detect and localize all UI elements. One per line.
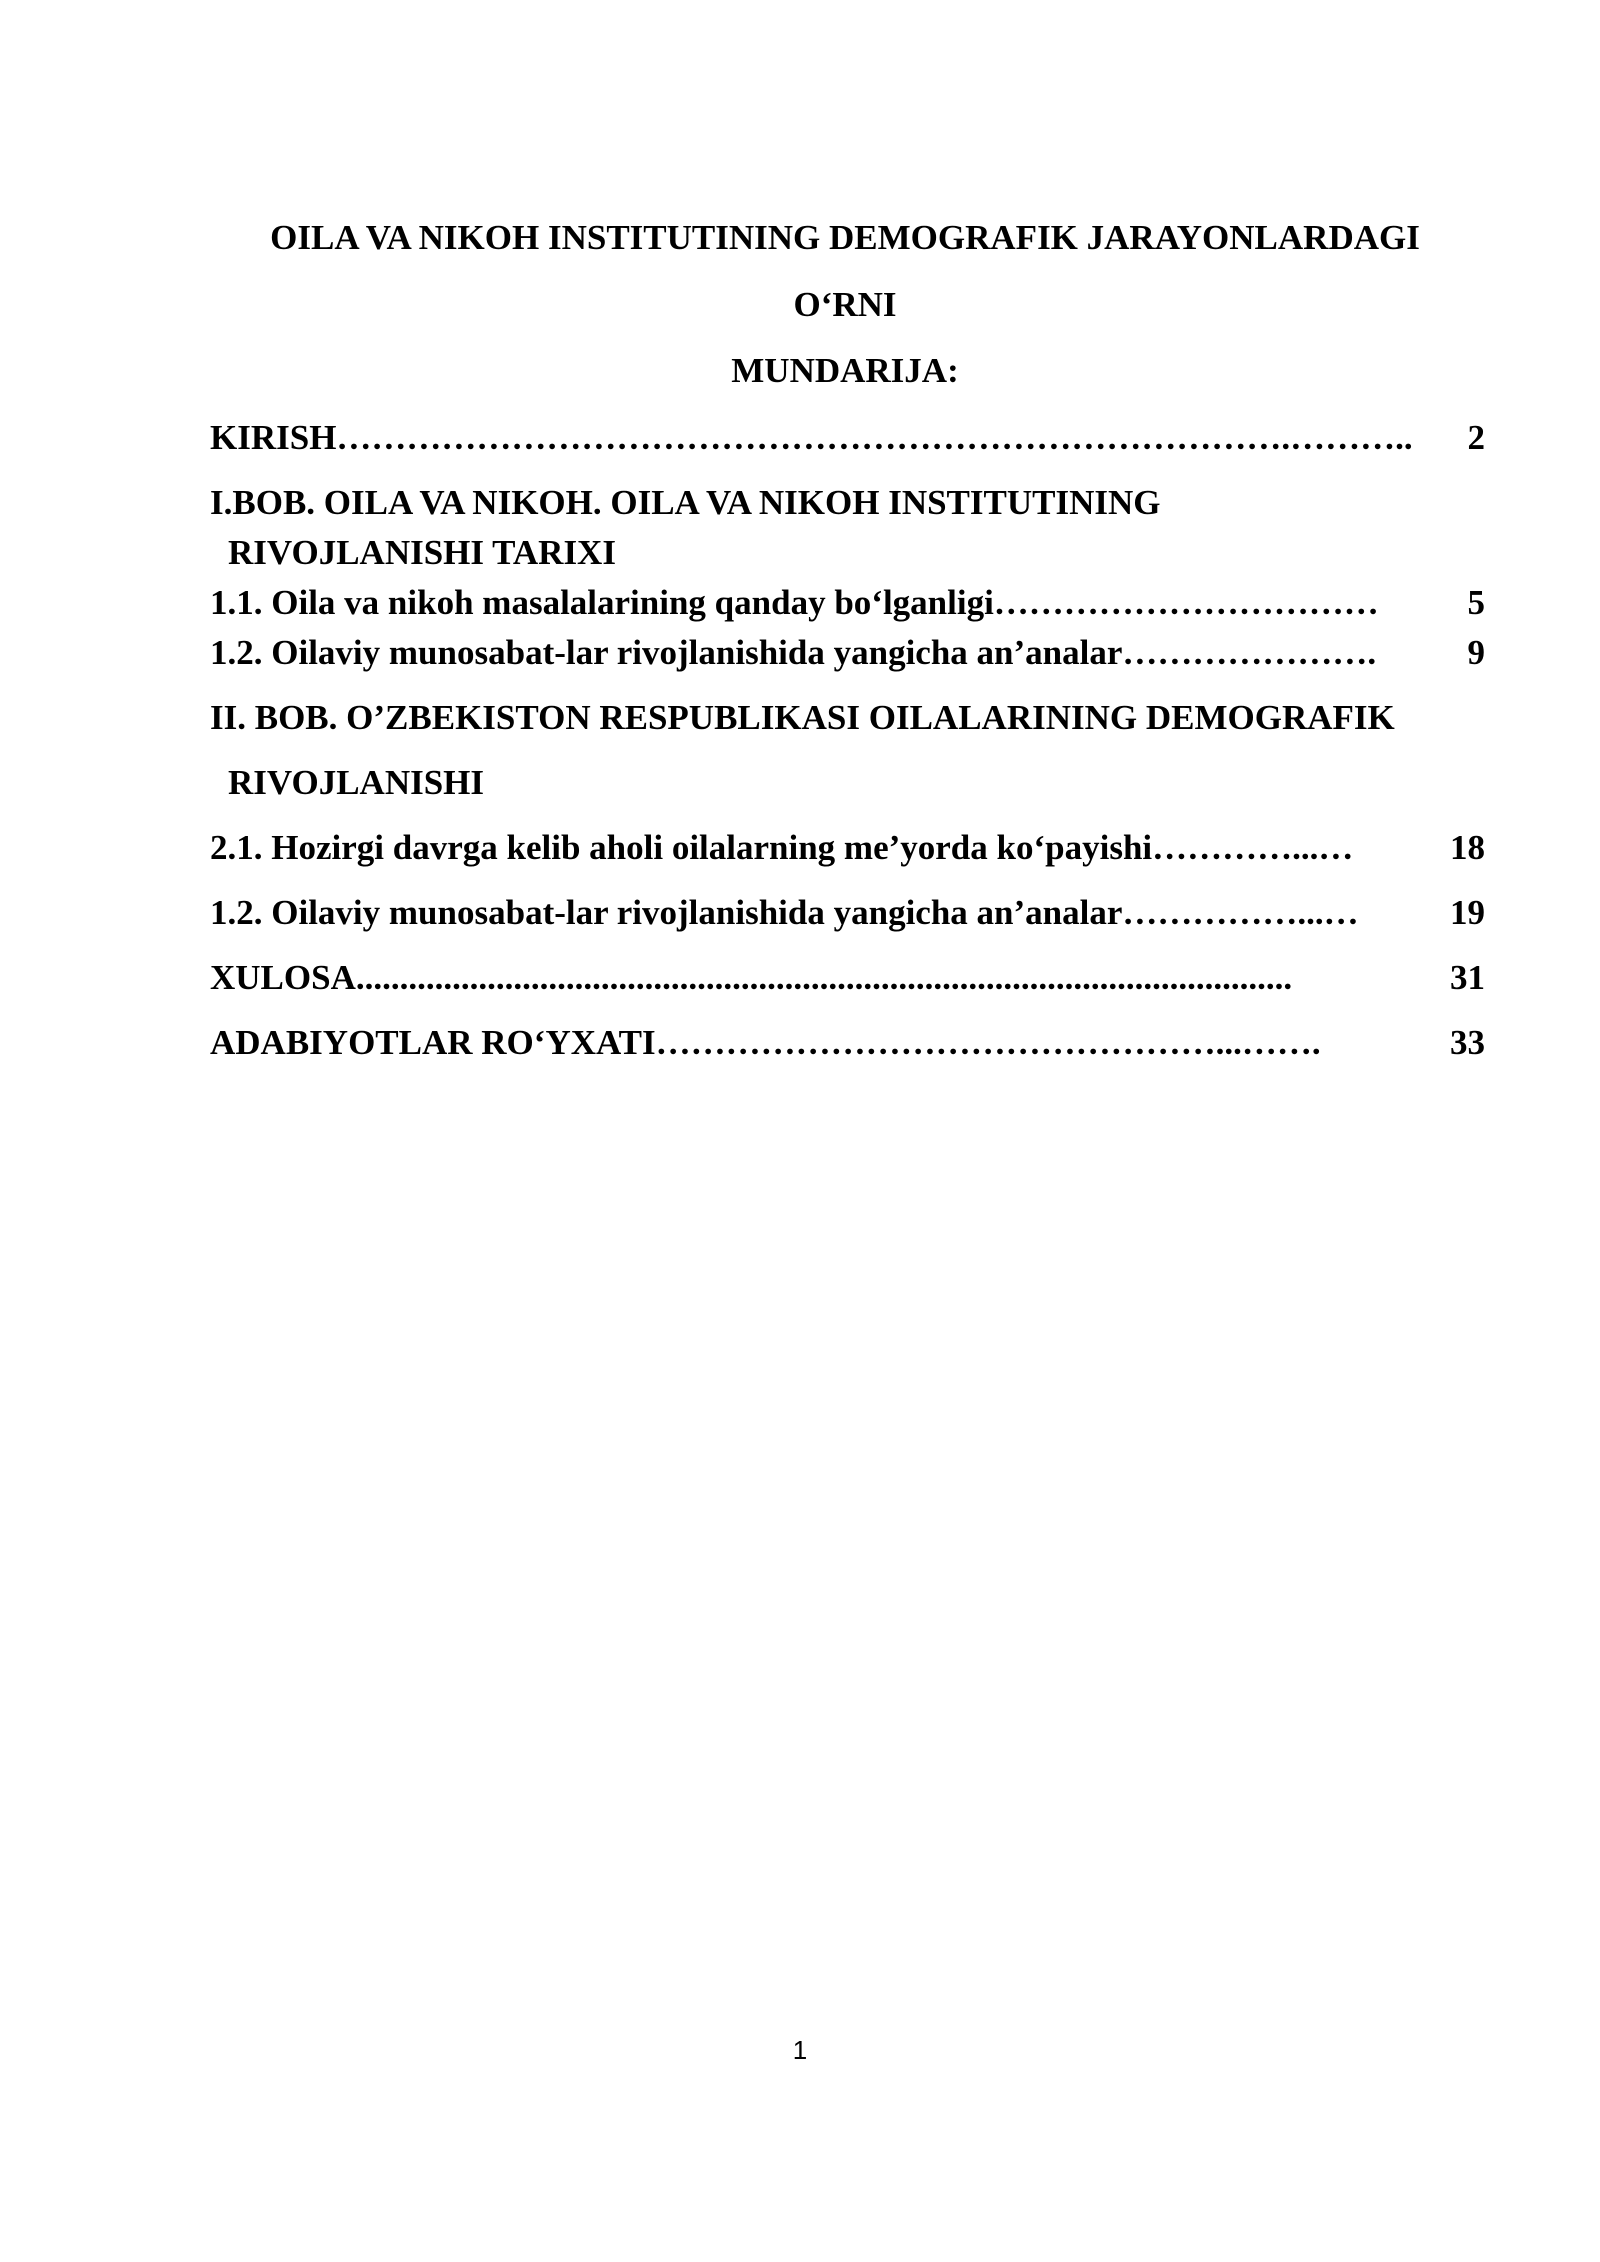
contents-heading: MUNDARIJA: <box>731 351 959 390</box>
toc-entry-1-2 <box>210 633 1485 673</box>
toc-entry-1-1 <box>210 583 1485 623</box>
toc-entry-page: 9 <box>1467 633 1485 672</box>
toc-entry-text: 1.1. Oila va nikoh masalalarining qanday bo‘lganligi…………………………… <box>210 583 1379 622</box>
toc-chapter-2-heading: II. BOB. O’ZBEKISTON RESPUBLIKASI OILALARINING DEMOGRAFIK <box>210 698 1395 737</box>
toc-entry-page: 5 <box>1467 583 1485 622</box>
toc-entry-text: 1.2. Oilaviy munosabat-lar rivojlanishida yangicha an’analar…………………. <box>210 633 1377 672</box>
toc-entry-2-2 <box>210 893 1485 933</box>
document-title-line-2: O‘RNI <box>793 285 897 324</box>
toc-entry-xulosa <box>210 958 1485 998</box>
toc-entry-page: 31 <box>1450 958 1485 997</box>
toc-entry-page: 18 <box>1450 828 1485 867</box>
toc-chapter-1-heading-continued: RIVOJLANISHI TARIXI <box>228 533 616 572</box>
toc-entry-text: KIRISH……………………………………………………………………….……….. <box>210 418 1413 457</box>
toc-entry-page: 33 <box>1450 1023 1485 1062</box>
toc-chapter-2-heading-continued: RIVOJLANISHI <box>228 763 485 802</box>
toc-entry-text: XULOSA........................................................................................................... <box>210 958 1293 997</box>
toc-entry-text: ADABIYOTLAR RO‘YXATI…………………………………………...……. <box>210 1023 1321 1062</box>
toc-entry-kirish <box>210 418 1485 458</box>
toc-entry-text: 2.1. Hozirgi davrga kelib aholi oilalarning me’yorda ko‘payishi…………...… <box>210 828 1354 867</box>
document-title-line-1: OILA VA NIKOH INSTITUTINING DEMOGRAFIK JARAYONLARDAGI <box>270 218 1420 257</box>
toc-entry-page: 19 <box>1450 893 1485 932</box>
toc-entry-2-1 <box>210 828 1485 868</box>
toc-entry-page: 2 <box>1467 418 1485 457</box>
toc-entry-text: 1.2. Oilaviy munosabat-lar rivojlanishida yangicha an’analar……………...… <box>210 893 1359 932</box>
toc-chapter-1-heading: I.BOB. OILA VA NIKOH. OILA VA NIKOH INSTITUTINING <box>210 483 1161 522</box>
page-number: 1 <box>792 2035 808 2065</box>
toc-entry-adabiyotlar <box>210 1023 1485 1063</box>
